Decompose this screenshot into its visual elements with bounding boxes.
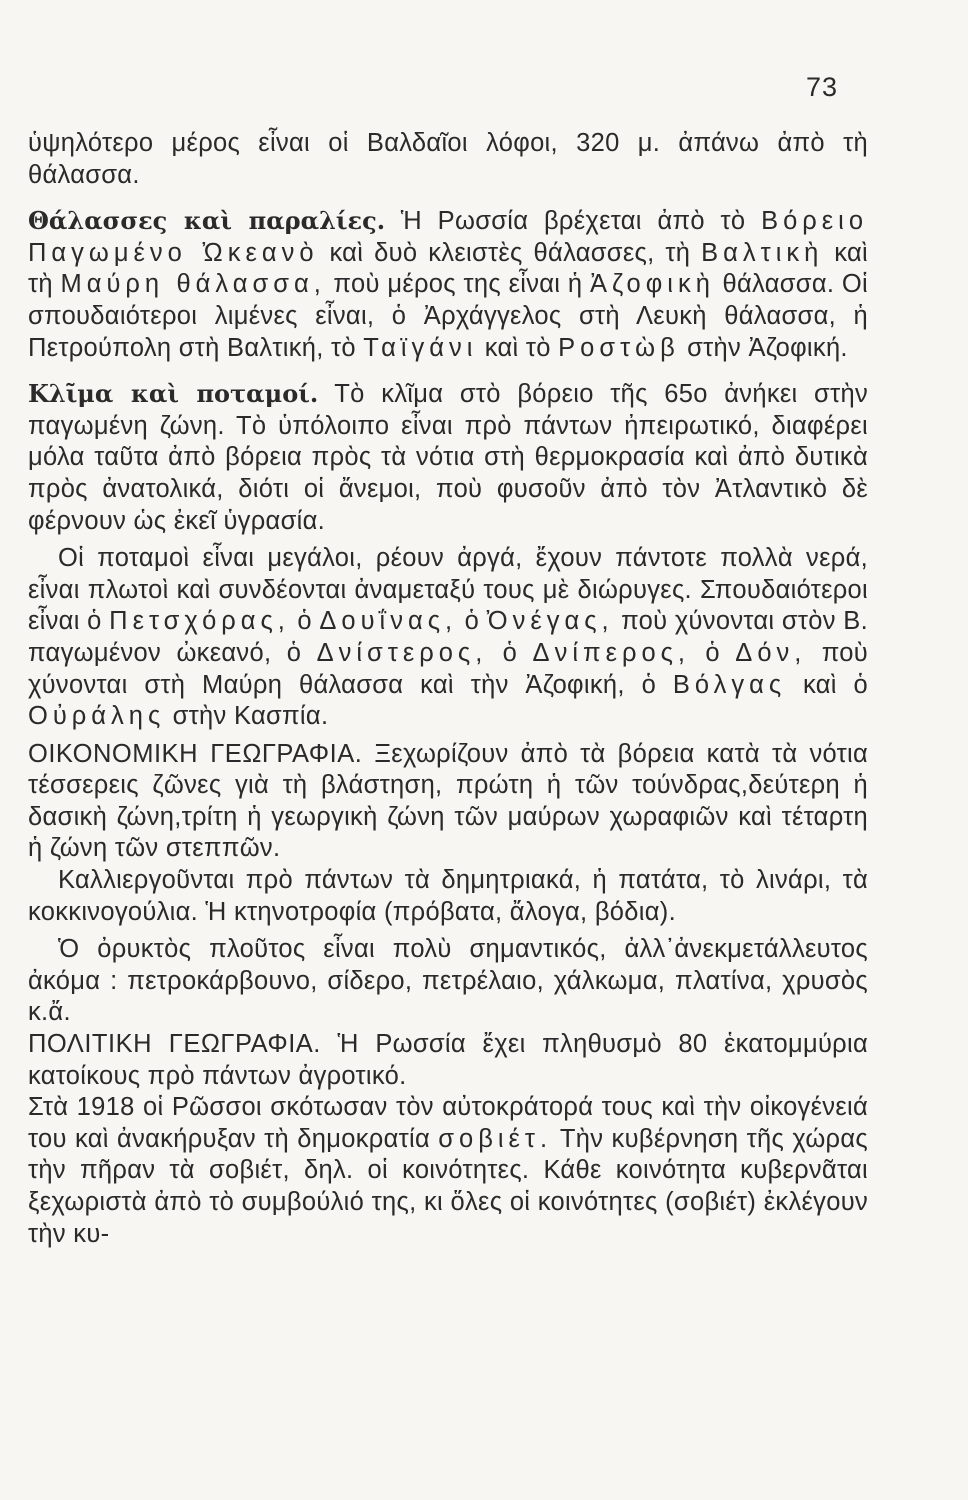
spaced-name: Βαλτικὴ <box>701 238 824 267</box>
text-run: Τὴν κυβέρνηση τῆς χώρας τὴν πῆραν τὰ σοβιέτ, δηλ. οἱ κοινότητες. Κάθε κοινότητα κυβερνᾶται ξεχωριστὰ ἀπὸ τὸ συμβούλιό της, κι ὅλες οἱ κοινότητες (σοβιέτ) ἐκλέγουν τὴν κυ- <box>28 1124 868 1248</box>
spaced-name: Βόρειο Παγωμένο Ὠκεανὸ <box>28 207 869 267</box>
text-run: Στὰ 1918 οἱ Ρῶσσοι σκότωσαν τὸν αὐτοκράτορά τους καὶ τὴν οἰκογένειά του καὶ ἀνακήρυξαν τὴ δημοκρατία <box>28 1093 868 1153</box>
spaced-name: Πετσχόρας, <box>109 607 290 636</box>
spaced-name: Δόν, <box>735 638 807 667</box>
page-text <box>28 128 868 1250</box>
section-heading-climate: Κλῖμα καὶ ποταμοί. <box>28 379 319 409</box>
spaced-name: Ταϊγάνι <box>363 333 478 362</box>
text-run: καὶ τὴ <box>28 238 868 299</box>
spaced-name: Δουΐνας, <box>319 607 458 636</box>
spaced-name: Ἀζοφικὴ <box>590 270 715 299</box>
spaced-name: Ὀνέγας, <box>486 607 614 636</box>
spaced-name: Βόλγας <box>672 670 787 699</box>
paragraph-relief-end: ὑψηλότερο μέρος εἶναι οἱ Βαλδαῖοι λόφοι, 320 μ. ἀπάνω ἀπὸ τὴ θάλασσα. <box>28 129 868 189</box>
paragraph-agriculture: Καλλιεργοῦνται πρὸ πάντων τὰ δημητριακά, ἡ πατάτα, τὸ λινάρι, τὰ κοκκινογούλια. Ἡ κτηνοτροφία (πρόβατα, ἄλογα, βόδια). <box>28 866 868 926</box>
spaced-name: Ροστὼβ <box>558 333 680 362</box>
text-run: Ξεχωρίζουν ἀπὸ τὰ βόρεια κατὰ τὰ νότια τέσσερεις ζῶνες γιὰ τὴ βλάστηση, πρώτη ἡ τῶν τούνδρας,δεύτερη ἡ δασικὴ ζώνη,τρίτη ἡ γεωργικὴ ζώνη τῶν μαύρων χωραφιῶν καὶ τέταρτη ἡ ζώνη τῶν στεππῶν. <box>28 739 868 863</box>
paragraph-minerals: Ὁ ὀρυκτὸς πλοῦτος εἶναι πολὺ σημαντικός, ἀλλ᾽ἀνεκμετάλλευτος ἀκόμα : πετροκάρβουνο, σίδερο, πετρέλαιο, χάλκωμα, πλατίνα, χρυσὸς κ.ἄ. <box>28 935 868 1027</box>
page-number: 73 <box>806 72 839 102</box>
text-run: καὶ δυὸ κλειστὲς θάλασσες, τὴ <box>318 238 702 267</box>
spaced-name: Δνίστερος, <box>316 638 488 667</box>
text-run: ὁ <box>457 607 487 636</box>
text-run: Οἱ ποταμοὶ εἶναι μεγάλοι, ρέουν ἀργά, ἔχουν πάντοτε πολλὰ νερά, εἶναι πλωτοὶ καὶ συνδέονται ἀναμεταξύ τους μὲ διώρυγες. Σπουδαιότεροι εἶναι ὁ <box>28 544 868 636</box>
paragraph-seas <box>28 205 868 364</box>
section-heading-political: ΠΟΛΙΤΙΚΗ ΓΕΩΓΡΑΦΙΑ. <box>28 1030 321 1059</box>
text-run: στὴν Κασπία. <box>165 702 329 731</box>
text-run: ποὺ χύνονται στὸν Β. παγωμένον ὠκεανό, ὁ <box>28 607 868 667</box>
paragraph-political-geography <box>28 1029 868 1092</box>
text-run: καὶ τὸ <box>477 333 559 362</box>
text-run: ποὺ μέρος της εἶναι ἡ <box>325 270 591 299</box>
section-heading-economic: ΟΙΚΟΝΟΜΙΚΗ ΓΕΩΓΡΑΦΙΑ. <box>28 739 363 768</box>
text-run: ὁ <box>690 638 736 667</box>
text-run: ποὺ χύνονται στὴ Μαύρη θάλασσα καὶ τὴν Ἀζοφική, ὁ <box>28 638 868 699</box>
text-run: Ἡ Ρωσσία βρέχεται ἀπὸ τὸ <box>385 207 762 236</box>
paragraph-soviets <box>28 1092 868 1250</box>
paragraph-economic-geography <box>28 739 868 865</box>
text-run: ὁ <box>487 638 533 667</box>
spaced-name: Μαύρη θάλασσα, <box>60 270 326 299</box>
text-run: καὶ ὁ <box>786 670 868 699</box>
spaced-name: σοβιέτ. <box>438 1124 553 1153</box>
text-run: θάλασσα. Οἱ σπουδαιότεροι λιμένες εἶναι, ὁ Ἀρχάγγελος στὴ Λευκὴ θάλασσα, ἡ Πετρούπολη στὴ Βαλτική, τὸ <box>28 270 868 362</box>
text-run: Ἡ Ρωσσία ἔχει πληθυσμὸ 80 ἑκατομμύρια κατοίκους πρὸ πάντων ἀγροτικό. <box>28 1030 868 1090</box>
paragraph-rivers <box>28 543 868 733</box>
text-run: στὴν Ἀζοφική. <box>679 333 848 362</box>
text-run: ὁ <box>289 607 320 636</box>
section-heading-seas: Θάλασσες καὶ παραλίες. <box>28 206 386 236</box>
paragraph-climate <box>28 378 868 537</box>
text-run: Τὸ κλῖμα στὸ βόρειο τῆς 65ο ἀνήκει στὴν παγωμένη ζώνη. Τὸ ὑπόλοιπο εἶναι πρὸ πάντων ἠπειρωτικό, διαφέρει μόλα ταῦτα ἀπὸ βόρεια πρὸς τὰ νότια στὴ θερμοκρασία καὶ ἀπὸ δυτικὰ πρὸς ἀνατολικά, διότι οἱ ἄνεμοι, ποὺ φυσοῦν ἀπὸ τὸν Ἀτλαντικὸ δὲ φέρνουν ὡς ἐκεῖ ὑγρασία. <box>28 380 868 535</box>
spaced-name: Οὐράλης <box>28 702 166 731</box>
spaced-name: Δνίπερος, <box>532 638 691 667</box>
